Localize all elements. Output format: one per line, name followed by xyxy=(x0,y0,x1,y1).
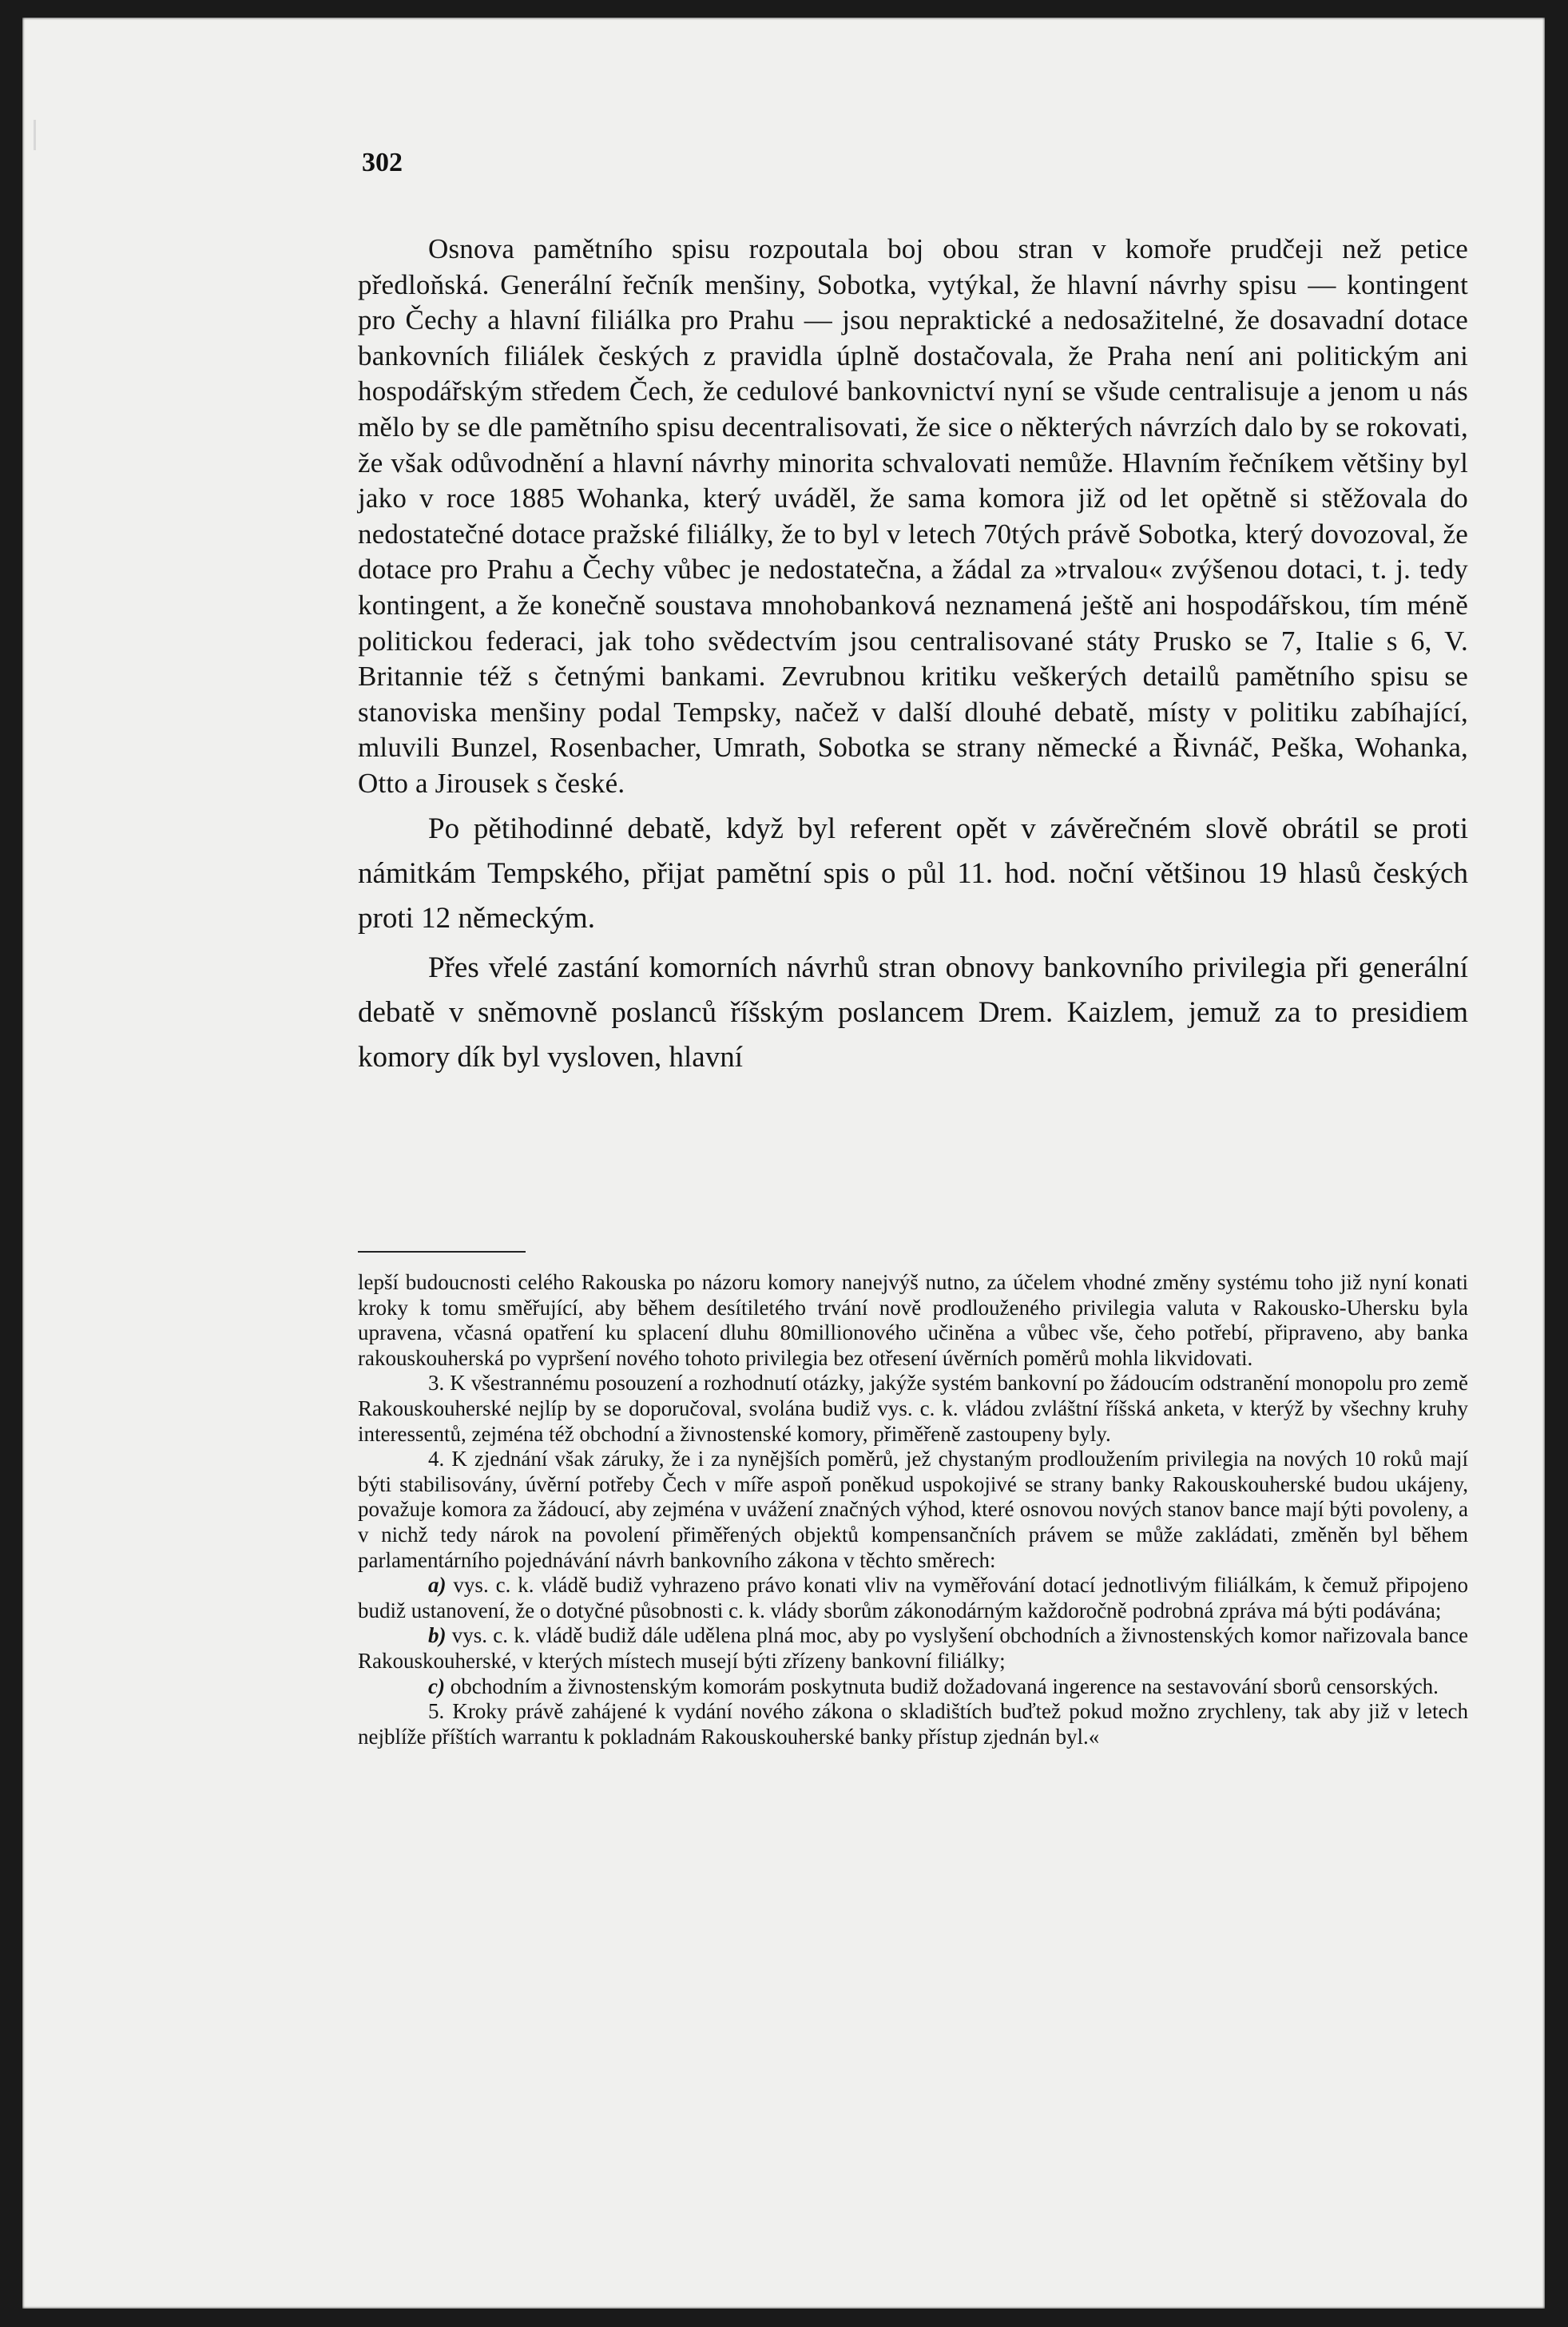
footnote-item-4a-text: vys. c. k. vládě budiž vyhrazeno právo konati vliv na vyměřování dotací jednotlivým filiálkám, k čemuž připojeno budiž ustanovení, že o dotyčné působnosti c. k. vlády sborům zákonodárným každoročně podrobná zpráva má býti podávána; xyxy=(358,1573,1468,1622)
body-paragraph-2: Po pětihodinné debatě, když byl referent opět v závěrečném slově obrátil se proti námitkám Tempského, přijat pamětní spis o půl 11. hod. noční většinou 19 hlasů českých proti 12 německým. xyxy=(358,812,1468,935)
footnotes xyxy=(358,1270,1468,1749)
body-paragraph-3: Přes vřelé zastání komorních návrhů stran obnovy bankovního privilegia při generální debatě v sněmovně poslanců říšským poslancem Drem. Kaizlem, jemuž za to presidiem komory dík byl vysloven, hlavní xyxy=(358,951,1468,1074)
footnote-item-4c xyxy=(358,1674,1468,1700)
page-number: 302 xyxy=(362,148,403,177)
scan-edge-mark xyxy=(34,120,36,150)
footnote-item-4a-letter: a) xyxy=(428,1573,447,1598)
footnote-continuation: lepší budoucnosti celého Rakouska po názoru komory nanejvýš nutno, za účelem vhodné změny systému toho již nyní konati kroky k tomu směřující, aby během desítiletého trvání nově prodlouženého privilegia valuta v Rakousko-Uhersku byla upravena, včasná opatření ku splacení dluhu 80millionového učiněna a vůbec vše, čeho potřebí, připraveno, aby banka rakouskouherská po vypršení nového tohoto privilegia bez otřesení úvěrních poměrů mohla likvidovati. xyxy=(358,1270,1468,1370)
footnote-item-5: 5. Kroky právě zahájené k vydání nového zákona o skladištích buďtež pokud možno zrychleny, tak aby již v letech nejblíže příštích warrantu k pokladnám Rakouskouherské banky přístup zjednán byl.« xyxy=(358,1699,1468,1749)
footnote-separator xyxy=(358,1251,526,1253)
footnote-item-4b-text: vys. c. k. vládě budiž dále udělena plná moc, aby po vyslyšení obchodních a živnostenských komor nařizovala bance Rakouskouherské, v kterých místech musejí býti zřízeny bankovní filiálky; xyxy=(358,1623,1468,1673)
footnote-item-3: 3. K všestrannému posouzení a rozhodnutí otázky, jakýže systém bankovní po žádoucím odstranění monopolu pro země Rakouskouherské nejlíp by se doporučoval, svolána budiž vys. c. k. vládou zvláštní říšská anketa, v kterýž by všechny kruhy interessentů, zejména též obchodní a živnostenské komory, přiměřeně zastoupeny byly. xyxy=(358,1371,1468,1446)
footnote-item-4c-letter: c) xyxy=(428,1674,445,1698)
main-text xyxy=(358,232,1468,1080)
footnote-item-4c-text: obchodním a živnostenským komorám poskytnuta budiž dožadovaná ingerence na sestavování sborů censorských. xyxy=(444,1674,1439,1698)
footnote-item-4b-letter: b) xyxy=(428,1623,447,1648)
footnote-item-4b xyxy=(358,1623,1468,1674)
footnote-item-4a xyxy=(358,1573,1468,1623)
book-page xyxy=(22,18,1545,2309)
body-paragraph-1: Osnova pamětního spisu rozpoutala boj obou stran v komoře prudčeji než petice předloňská. Generální řečník menšiny, Sobotka, vytýkal, že hlavní návrhy spisu — kontingent pro Čechy a hlavní filiálka pro Prahu — jsou nepraktické a nedosažitelné, že dosavadní dotace bankovních filiálek českých z pravidla úplně dostačovala, že Praha není ani politickým ani hospodářským středem Čech, že cedulové bankovnictví nyní se všude centralisuje a jenom u nás mělo by se dle pamětního spisu decentralisovati, že sice o některých návrzích dalo by se rokovati, že však odůvodnění a hlavní návrhy minorita schvalovati nemůže. Hlavním řečníkem většiny byl jako v roce 1885 Wohanka, který uváděl, že sama komora již od let opětně si stěžovala do nedostatečné dotace pražské filiálky, že to byl v letech 70tých právě Sobotka, který dovozoval, že dotace pro Prahu a Čechy vůbec je nedostatečna, a žádal za »trvalou« zvýšenou dotaci, t. j. tedy kontingent, a že konečně soustava mnohobanková neznamená ještě ani hospodářskou, tím méně politickou federaci, jak toho svědectvím jsou centralisované státy Prusko se 7, Italie s 6, V. Britannie též s četnými bankami. Zevrubnou kritiku veškerých detailů pamětního spisu se stanoviska menšiny podal Tempsky, načež v další dlouhé debatě, místy v politiku zabíhající, mluvili Bunzel, Rosenbacher, Umrath, Sobotka se strany německé a Řivnáč, Peška, Wohanka, Otto a Jirousek s české. xyxy=(358,233,1468,799)
footnote-item-4: 4. K zjednání však záruky, že i za nynějších poměrů, jež chystaným prodloužením privilegia na nových 10 roků mají býti stabilisovány, úvěrní potřeby Čech v míře aspoň poněkud uspokojivé se strany banky Rakouskouherské budou ukájeny, považuje komora za žádoucí, aby zejména v uvážení značných výhod, které osnovou nových stanov bance mají býti povoleny, a v nichž tedy nárok na povolení přiměřených objektů kompensančních právem se může zakládati, změněn byl během parlamentárního pojednávání návrh bankovního zákona v těchto směrech: xyxy=(358,1447,1468,1572)
